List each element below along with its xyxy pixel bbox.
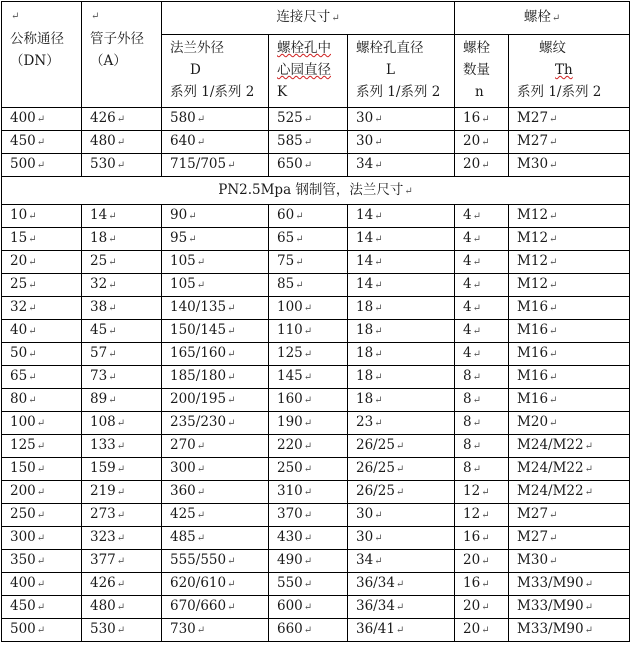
cell-bolt-circle: 125↵: [269, 343, 348, 366]
header-n: 螺栓 数量 n: [455, 35, 509, 108]
cell-outer-diameter: 480↵: [82, 131, 162, 154]
cell-outer-diameter: 159↵: [82, 458, 162, 481]
cell-flange-od: 200/195↵: [162, 389, 269, 412]
cell-thread: M24/M22↵: [509, 435, 630, 458]
cell-dn: 150↵: [2, 458, 82, 481]
cell-outer-diameter: 57↵: [82, 343, 162, 366]
cell-outer-diameter: 108↵: [82, 412, 162, 435]
cell-outer-diameter: 18↵: [82, 228, 162, 251]
header-dn-label: 公称通径: [10, 31, 64, 47]
cell-thread: M33/M90↵: [509, 596, 630, 619]
cell-thread: M16↵: [509, 343, 630, 366]
header-d: 法兰外径 D 系列 1/系列 2: [162, 35, 269, 108]
table-row: [2, 205, 630, 228]
cell-bolt-count: 20↵: [455, 131, 509, 154]
cell-outer-diameter: 323↵: [82, 527, 162, 550]
cell-dn: 500↵: [2, 619, 82, 642]
cell-bolt-hole: 26/25↵: [348, 458, 455, 481]
table-row: [2, 389, 630, 412]
cell-dn: 80↵: [2, 389, 82, 412]
header-a-unit: （A）: [90, 53, 127, 69]
cell-bolt-circle: 525↵: [269, 108, 348, 131]
header-row-1: [2, 2, 630, 35]
cell-bolt-hole: 36/41↵: [348, 619, 455, 642]
cell-bolt-hole: 14↵: [348, 274, 455, 297]
cell-bolt-circle: 220↵: [269, 435, 348, 458]
cell-thread: M30↵: [509, 550, 630, 573]
cell-bolt-circle: 650↵: [269, 154, 348, 177]
header-bolt: 螺栓↵: [455, 2, 630, 35]
cell-bolt-circle: 550↵: [269, 573, 348, 596]
cell-dn: 25↵: [2, 274, 82, 297]
cell-flange-od: 270↵: [162, 435, 269, 458]
cell-flange-od: 105↵: [162, 274, 269, 297]
table-row: [2, 412, 630, 435]
header-k: 螺栓孔中 心园直径 K: [269, 35, 348, 108]
cell-bolt-circle: 85↵: [269, 274, 348, 297]
cell-flange-od: 235/230↵: [162, 412, 269, 435]
cell-thread: M27↵: [509, 504, 630, 527]
cell-flange-od: 730↵: [162, 619, 269, 642]
cell-bolt-count: 12↵: [455, 481, 509, 504]
cell-bolt-hole: 18↵: [348, 297, 455, 320]
cell-thread: M16↵: [509, 320, 630, 343]
cell-thread: M24/M22↵: [509, 481, 630, 504]
cell-bolt-circle: 160↵: [269, 389, 348, 412]
cell-bolt-count: 4↵: [455, 297, 509, 320]
cell-bolt-count: 20↵: [455, 619, 509, 642]
cell-flange-od: 95↵: [162, 228, 269, 251]
cell-bolt-circle: 600↵: [269, 596, 348, 619]
cell-dn: 200↵: [2, 481, 82, 504]
cell-bolt-hole: 30↵: [348, 131, 455, 154]
cell-outer-diameter: 273↵: [82, 504, 162, 527]
table-row: [2, 596, 630, 619]
cell-bolt-count: 20↵: [455, 154, 509, 177]
cell-dn: 20↵: [2, 251, 82, 274]
cell-thread: M16↵: [509, 366, 630, 389]
cell-dn: 50↵: [2, 343, 82, 366]
cell-outer-diameter: 89↵: [82, 389, 162, 412]
table-row: [2, 366, 630, 389]
cell-dn: 450↵: [2, 131, 82, 154]
cell-outer-diameter: 38↵: [82, 297, 162, 320]
cell-bolt-hole: 30↵: [348, 504, 455, 527]
cell-flange-od: 90↵: [162, 205, 269, 228]
cell-bolt-circle: 310↵: [269, 481, 348, 504]
cell-dn: 250↵: [2, 504, 82, 527]
cell-flange-od: 140/135↵: [162, 297, 269, 320]
cell-thread: M12↵: [509, 205, 630, 228]
cell-bolt-hole: 23↵: [348, 412, 455, 435]
cell-dn: 450↵: [2, 596, 82, 619]
section-title: PN2.5Mpa 钢制管，法兰尺寸↵: [2, 177, 630, 205]
cell-bolt-count: 8↵: [455, 458, 509, 481]
cell-bolt-circle: 190↵: [269, 412, 348, 435]
table-row: [2, 527, 630, 550]
cell-bolt-hole: 18↵: [348, 320, 455, 343]
cell-outer-diameter: 73↵: [82, 366, 162, 389]
cell-thread: M12↵: [509, 251, 630, 274]
header-th: 螺纹 Th 系列 1/系列 2: [509, 35, 630, 108]
cell-thread: M27↵: [509, 131, 630, 154]
header-a: ↵ 管子外径 （A）: [82, 2, 162, 108]
cell-thread: M24/M22↵: [509, 458, 630, 481]
cell-bolt-count: 20↵: [455, 596, 509, 619]
cell-flange-od: 150/145↵: [162, 320, 269, 343]
cell-outer-diameter: 530↵: [82, 619, 162, 642]
cell-flange-od: 425↵: [162, 504, 269, 527]
cell-outer-diameter: 480↵: [82, 596, 162, 619]
cell-bolt-count: 8↵: [455, 389, 509, 412]
cell-thread: M33/M90↵: [509, 573, 630, 596]
cell-bolt-count: 4↵: [455, 228, 509, 251]
table-row: [2, 154, 630, 177]
cell-bolt-count: 16↵: [455, 573, 509, 596]
cell-bolt-circle: 65↵: [269, 228, 348, 251]
cell-thread: M33/M90↵: [509, 619, 630, 642]
cell-bolt-hole: 34↵: [348, 550, 455, 573]
cell-flange-od: 715/705↵: [162, 154, 269, 177]
table-row: [2, 297, 630, 320]
cell-thread: M30↵: [509, 154, 630, 177]
table-row: [2, 274, 630, 297]
cell-flange-od: 165/160↵: [162, 343, 269, 366]
cell-dn: 40↵: [2, 320, 82, 343]
cell-thread: M27↵: [509, 527, 630, 550]
header-l: 螺栓孔直径 L 系列 1/系列 2: [348, 35, 455, 108]
cell-bolt-circle: 250↵: [269, 458, 348, 481]
cell-dn: 32↵: [2, 297, 82, 320]
cell-bolt-count: 4↵: [455, 274, 509, 297]
cell-bolt-hole: 34↵: [348, 154, 455, 177]
table-row: [2, 228, 630, 251]
cell-bolt-hole: 26/25↵: [348, 435, 455, 458]
cell-thread: M20↵: [509, 412, 630, 435]
cell-bolt-hole: 26/25↵: [348, 481, 455, 504]
flange-dimension-table: [1, 1, 630, 642]
cell-bolt-hole: 18↵: [348, 343, 455, 366]
cell-dn: 300↵: [2, 527, 82, 550]
table-row: [2, 343, 630, 366]
cell-outer-diameter: 133↵: [82, 435, 162, 458]
cell-bolt-circle: 660↵: [269, 619, 348, 642]
cell-bolt-hole: 36/34↵: [348, 573, 455, 596]
cell-bolt-circle: 60↵: [269, 205, 348, 228]
cell-bolt-hole: 30↵: [348, 527, 455, 550]
cell-bolt-count: 8↵: [455, 435, 509, 458]
cell-bolt-count: 8↵: [455, 412, 509, 435]
cell-bolt-count: 12↵: [455, 504, 509, 527]
cell-bolt-count: 4↵: [455, 343, 509, 366]
cell-flange-od: 620/610↵: [162, 573, 269, 596]
cell-dn: 10↵: [2, 205, 82, 228]
cell-outer-diameter: 25↵: [82, 251, 162, 274]
header-dn-unit: （DN）: [10, 53, 60, 69]
cell-bolt-circle: 490↵: [269, 550, 348, 573]
table-row: [2, 504, 630, 527]
section-row: [2, 177, 630, 205]
cell-bolt-count: 20↵: [455, 550, 509, 573]
header-a-label: 管子外径: [90, 31, 144, 47]
cell-bolt-circle: 585↵: [269, 131, 348, 154]
cell-outer-diameter: 219↵: [82, 481, 162, 504]
cell-bolt-count: 8↵: [455, 366, 509, 389]
cell-bolt-circle: 75↵: [269, 251, 348, 274]
cell-flange-od: 580↵: [162, 108, 269, 131]
cell-bolt-circle: 110↵: [269, 320, 348, 343]
cell-flange-od: 485↵: [162, 527, 269, 550]
cell-flange-od: 185/180↵: [162, 366, 269, 389]
cell-outer-diameter: 426↵: [82, 108, 162, 131]
table-row: [2, 251, 630, 274]
cell-bolt-count: 4↵: [455, 205, 509, 228]
cell-bolt-count: 16↵: [455, 527, 509, 550]
cell-dn: 400↵: [2, 573, 82, 596]
cell-bolt-count: 16↵: [455, 108, 509, 131]
table-row: [2, 550, 630, 573]
cell-bolt-circle: 430↵: [269, 527, 348, 550]
table-row: [2, 619, 630, 642]
cell-flange-od: 300↵: [162, 458, 269, 481]
cell-bolt-hole: 18↵: [348, 389, 455, 412]
cell-thread: M12↵: [509, 274, 630, 297]
cell-dn: 350↵: [2, 550, 82, 573]
header-dn: ↵ 公称通径 （DN）: [2, 2, 82, 108]
cell-outer-diameter: 32↵: [82, 274, 162, 297]
cell-flange-od: 555/550↵: [162, 550, 269, 573]
table-row: [2, 108, 630, 131]
table-row: [2, 573, 630, 596]
cell-flange-od: 670/660↵: [162, 596, 269, 619]
cell-dn: 65↵: [2, 366, 82, 389]
cell-dn: 15↵: [2, 228, 82, 251]
cell-bolt-hole: 14↵: [348, 205, 455, 228]
table-row: [2, 458, 630, 481]
cell-bolt-count: 4↵: [455, 251, 509, 274]
cell-bolt-hole: 14↵: [348, 251, 455, 274]
cell-bolt-circle: 145↵: [269, 366, 348, 389]
cell-bolt-hole: 36/34↵: [348, 596, 455, 619]
cell-outer-diameter: 377↵: [82, 550, 162, 573]
cell-dn: 500↵: [2, 154, 82, 177]
cell-bolt-hole: 30↵: [348, 108, 455, 131]
table-row: [2, 320, 630, 343]
cell-dn: 400↵: [2, 108, 82, 131]
table-row: [2, 131, 630, 154]
cell-bolt-hole: 18↵: [348, 366, 455, 389]
cell-dn: 100↵: [2, 412, 82, 435]
cell-dn: 125↵: [2, 435, 82, 458]
cell-thread: M27↵: [509, 108, 630, 131]
table-row: [2, 481, 630, 504]
cell-outer-diameter: 530↵: [82, 154, 162, 177]
cell-thread: M16↵: [509, 389, 630, 412]
cell-flange-od: 105↵: [162, 251, 269, 274]
cell-thread: M16↵: [509, 297, 630, 320]
cell-thread: M12↵: [509, 228, 630, 251]
cell-bolt-count: 4↵: [455, 320, 509, 343]
cell-outer-diameter: 426↵: [82, 573, 162, 596]
cell-flange-od: 360↵: [162, 481, 269, 504]
header-connection: 连接尺寸↵: [162, 2, 455, 35]
table-row: [2, 435, 630, 458]
cell-outer-diameter: 14↵: [82, 205, 162, 228]
cell-outer-diameter: 45↵: [82, 320, 162, 343]
cell-bolt-circle: 370↵: [269, 504, 348, 527]
cell-bolt-hole: 14↵: [348, 228, 455, 251]
cell-bolt-circle: 100↵: [269, 297, 348, 320]
cell-flange-od: 640↵: [162, 131, 269, 154]
